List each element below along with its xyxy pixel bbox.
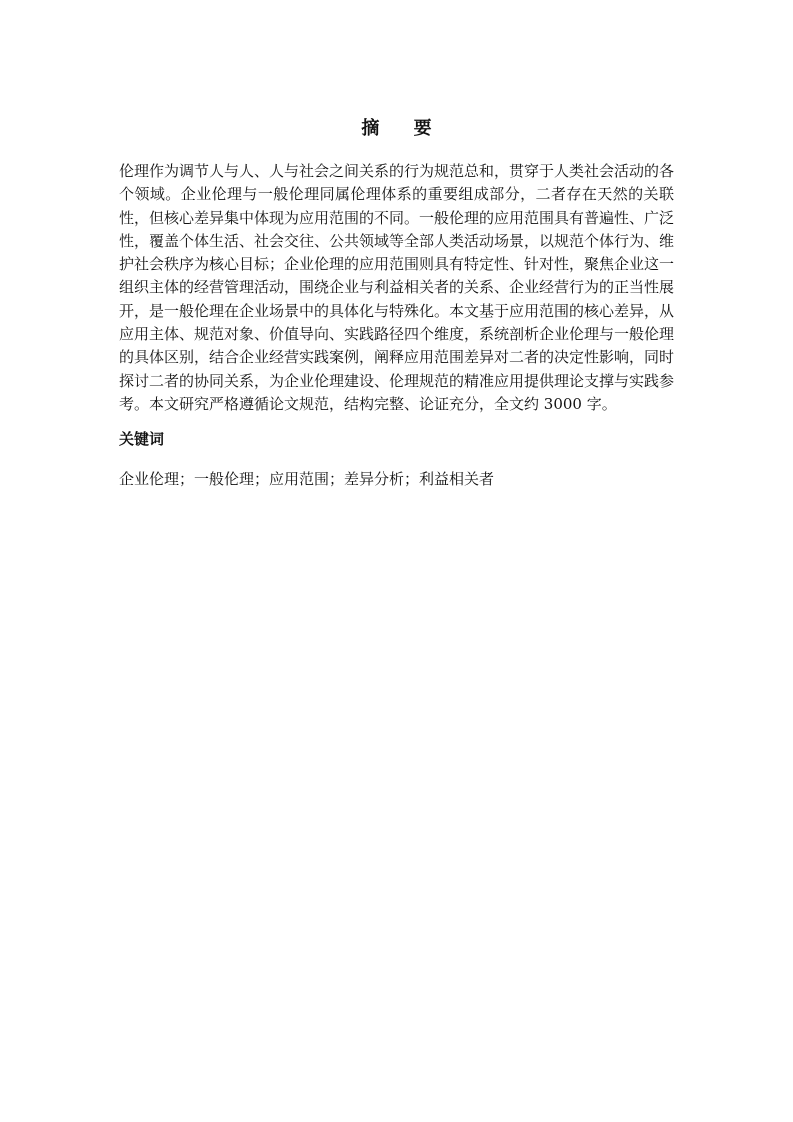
abstract-title: 摘 要 xyxy=(361,118,446,140)
keywords-heading: 关键词 xyxy=(119,430,165,448)
keywords-list: 企业伦理；一般伦理；应用范围；差异分析；利益相关者 xyxy=(119,470,495,488)
abstract-body: 伦理作为调节人与人、人与社会之间关系的行为规范总和，贯穿于人类社会活动的各个领域。企业伦理与一般伦理同属伦理体系的重要组成部分，二者存在天然的关联性，但核心差异集中体现为应用范围的不同。一般伦理的应用范围具有普遍性、广泛性，覆盖个体生活、社会交往、公共领域等全部人类活动场景，以规范个体行为、维护社会秩序为核心目标；企业伦理的应用范围则具有特定性、针对性，聚焦企业这一组织主体的经营管理活动，围绕企业与利益相关者的关系、企业经营行为的正当性展开，是一般伦理在企业场景中的具体化与特殊化。本文基于应用范围的核心差异，从应用主体、规范对象、价值导向、实践路径四个维度，系统剖析企业伦理与一般伦理的具体区别，结合企业经营实践案例，阐释应用范围差异对二者的决定性影响，同时探讨二者的协同关系，为企业伦理建设、伦理规范的精准应用提供理论支撑与实践参考。本文研究严格遵循论文规范，结构完整、论证充分，全文约 3000 字。 xyxy=(119,162,675,413)
